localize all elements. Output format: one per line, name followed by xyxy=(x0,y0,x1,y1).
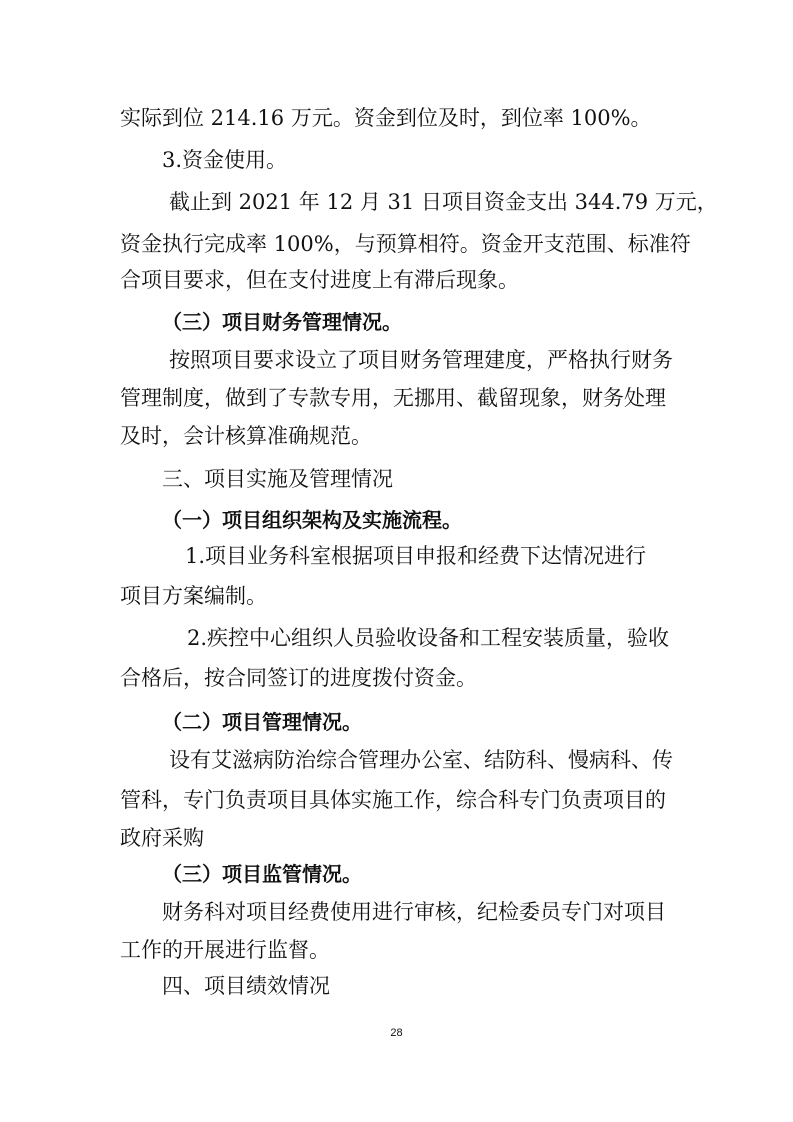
paragraph-line: 按照项目要求设立了项目财务管理建度，严格执行财务 xyxy=(169,348,673,372)
paragraph-line: 管理制度，做到了专款专用，无挪用、截留现象，财务处理 xyxy=(120,386,666,410)
subsection-title: 3.资金使用。 xyxy=(162,148,288,172)
subheading: （一）项目组织架构及实施流程。 xyxy=(162,508,462,532)
paragraph-line: 项目方案编制。 xyxy=(120,584,267,608)
subheading: （三）项目财务管理情况。 xyxy=(162,310,402,334)
subheading: （三）项目监管情况。 xyxy=(162,862,362,886)
paragraph-line: 实际到位 214.16 万元。资金到位及时，到位率 100%。 xyxy=(120,106,652,130)
section-heading: 四、项目绩效情况 xyxy=(162,974,330,998)
paragraph-line: 工作的开展进行监督。 xyxy=(120,938,330,962)
paragraph-line: 2.疾控中心组织人员验收设备和工程安装质量，验收 xyxy=(187,626,670,650)
paragraph-line: 资金执行完成率 100%，与预算相符。资金开支范围、标准符 xyxy=(120,232,691,256)
paragraph-line: 合项目要求，但在支付进度上有滞后现象。 xyxy=(120,268,519,292)
paragraph-line: 截止到 2021 年 12 月 31 日项目资金支出 344.79 万元， xyxy=(169,190,718,214)
paragraph-line: 及时，会计核算准确规范。 xyxy=(120,424,372,448)
paragraph-line: 1.项目业务科室根据项目申报和经费下达情况进行 xyxy=(185,544,647,568)
paragraph-line: 管科，专门负责项目具体实施工作，综合科专门负责项目的 xyxy=(120,788,666,812)
paragraph-line: 合格后，按合同签订的进度拨付资金。 xyxy=(120,666,477,690)
section-heading: 三、项目实施及管理情况 xyxy=(162,467,393,491)
paragraph-line: 政府采购 xyxy=(120,826,204,850)
subheading: （二）项目管理情况。 xyxy=(162,710,362,734)
paragraph-line: 财务科对项目经费使用进行审核，纪检委员专门对项目 xyxy=(162,900,666,924)
paragraph-line: 设有艾滋病防治综合管理办公室、结防科、慢病科、传 xyxy=(169,748,673,772)
page-number: 28 xyxy=(390,1027,403,1039)
